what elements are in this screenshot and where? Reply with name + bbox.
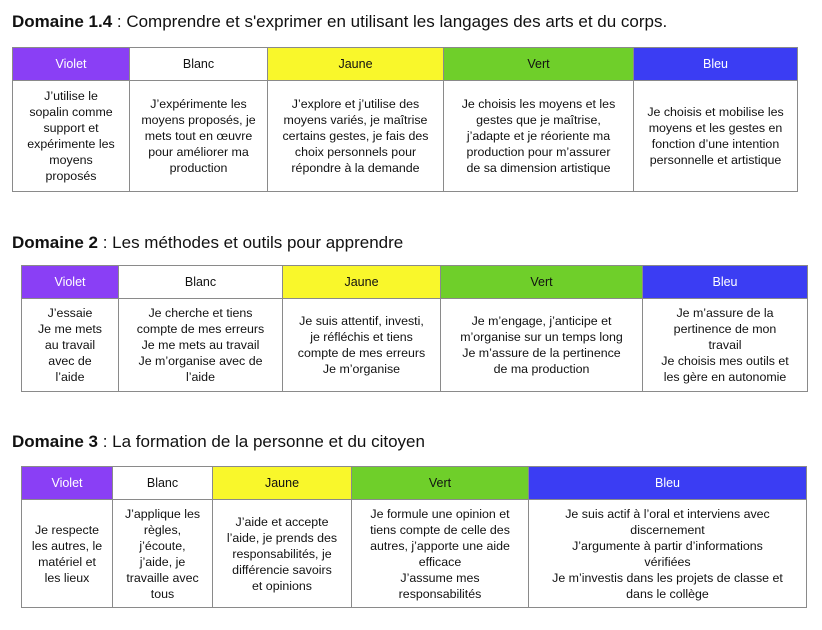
header-row bbox=[22, 467, 807, 500]
cell-violet: Je respecte les autres, le matériel et les lieux bbox=[22, 500, 113, 608]
table-domaine-1-4 bbox=[12, 47, 798, 192]
cell-vert: Je choisis les moyens et les gestes que je maîtrise, j’adapte et je réoriente ma production pour m’assurer de sa dimension artistique bbox=[444, 81, 634, 192]
header-blanc: Blanc bbox=[113, 467, 213, 500]
cell-blanc: J’applique les règles, j’écoute, j’aide, je travaille avec tous bbox=[113, 500, 213, 608]
header-bleu: Bleu bbox=[529, 467, 807, 500]
cell-blanc: Je cherche et tiens compte de mes erreurs Je me mets au travail Je m’organise avec de l’aide bbox=[119, 299, 283, 392]
header-row bbox=[22, 266, 808, 299]
cell-bleu: Je suis actif à l’oral et interviens avec discernement J’argumente à partir d’informations vérifiées Je m’investis dans les projets de classe et dans le collège bbox=[529, 500, 807, 608]
cell-jaune: J’aide et accepte l’aide, je prends des responsabilités, je différencie savoirs et opinions bbox=[213, 500, 352, 608]
table-row bbox=[22, 299, 808, 392]
table-domaine-3 bbox=[21, 466, 807, 608]
header-vert: Vert bbox=[444, 48, 634, 81]
header-bleu: Bleu bbox=[634, 48, 798, 81]
table-row bbox=[22, 500, 807, 608]
section-title-domaine-3: Domaine 3 : La formation de la personne et du citoyen bbox=[12, 432, 425, 451]
header-jaune: Jaune bbox=[213, 467, 352, 500]
cell-vert: Je formule une opinion et tiens compte de celle des autres, j’apporte une aide efficace J’assume mes responsabilités bbox=[352, 500, 529, 608]
header-row bbox=[13, 48, 798, 81]
header-blanc: Blanc bbox=[130, 48, 268, 81]
cell-violet: J’essaie Je me mets au travail avec de l’aide bbox=[22, 299, 119, 392]
header-blanc: Blanc bbox=[119, 266, 283, 299]
section-title-domaine-1-4: Domaine 1.4 : Comprendre et s'exprimer en utilisant les langages des arts et du corps. bbox=[12, 12, 668, 31]
header-bleu: Bleu bbox=[643, 266, 808, 299]
header-jaune: Jaune bbox=[283, 266, 441, 299]
header-jaune: Jaune bbox=[268, 48, 444, 81]
header-vert: Vert bbox=[352, 467, 529, 500]
header-violet: Violet bbox=[22, 266, 119, 299]
cell-blanc: J’expérimente les moyens proposés, je mets tout en œuvre pour améliorer ma production bbox=[130, 81, 268, 192]
table-row bbox=[13, 81, 798, 192]
header-vert: Vert bbox=[441, 266, 643, 299]
table-domaine-2 bbox=[21, 265, 808, 392]
cell-bleu: Je m’assure de la pertinence de mon travail Je choisis mes outils et les gère en autonomie bbox=[643, 299, 808, 392]
section-title-domaine-2: Domaine 2 : Les méthodes et outils pour apprendre bbox=[12, 233, 404, 252]
header-violet: Violet bbox=[22, 467, 113, 500]
cell-jaune: J’explore et j’utilise des moyens variés, je maîtrise certains gestes, je fais des choix personnels pour répondre à la demande bbox=[268, 81, 444, 192]
cell-bleu: Je choisis et mobilise les moyens et les gestes en fonction d’une intention personnelle et artistique bbox=[634, 81, 798, 192]
cell-violet: J’utilise le sopalin comme support et expérimente les moyens proposés bbox=[13, 81, 130, 192]
cell-vert: Je m’engage, j’anticipe et m’organise sur un temps long Je m’assure de la pertinence de ma production bbox=[441, 299, 643, 392]
cell-jaune: Je suis attentif, investi, je réfléchis et tiens compte de mes erreurs Je m’organise bbox=[283, 299, 441, 392]
header-violet: Violet bbox=[13, 48, 130, 81]
